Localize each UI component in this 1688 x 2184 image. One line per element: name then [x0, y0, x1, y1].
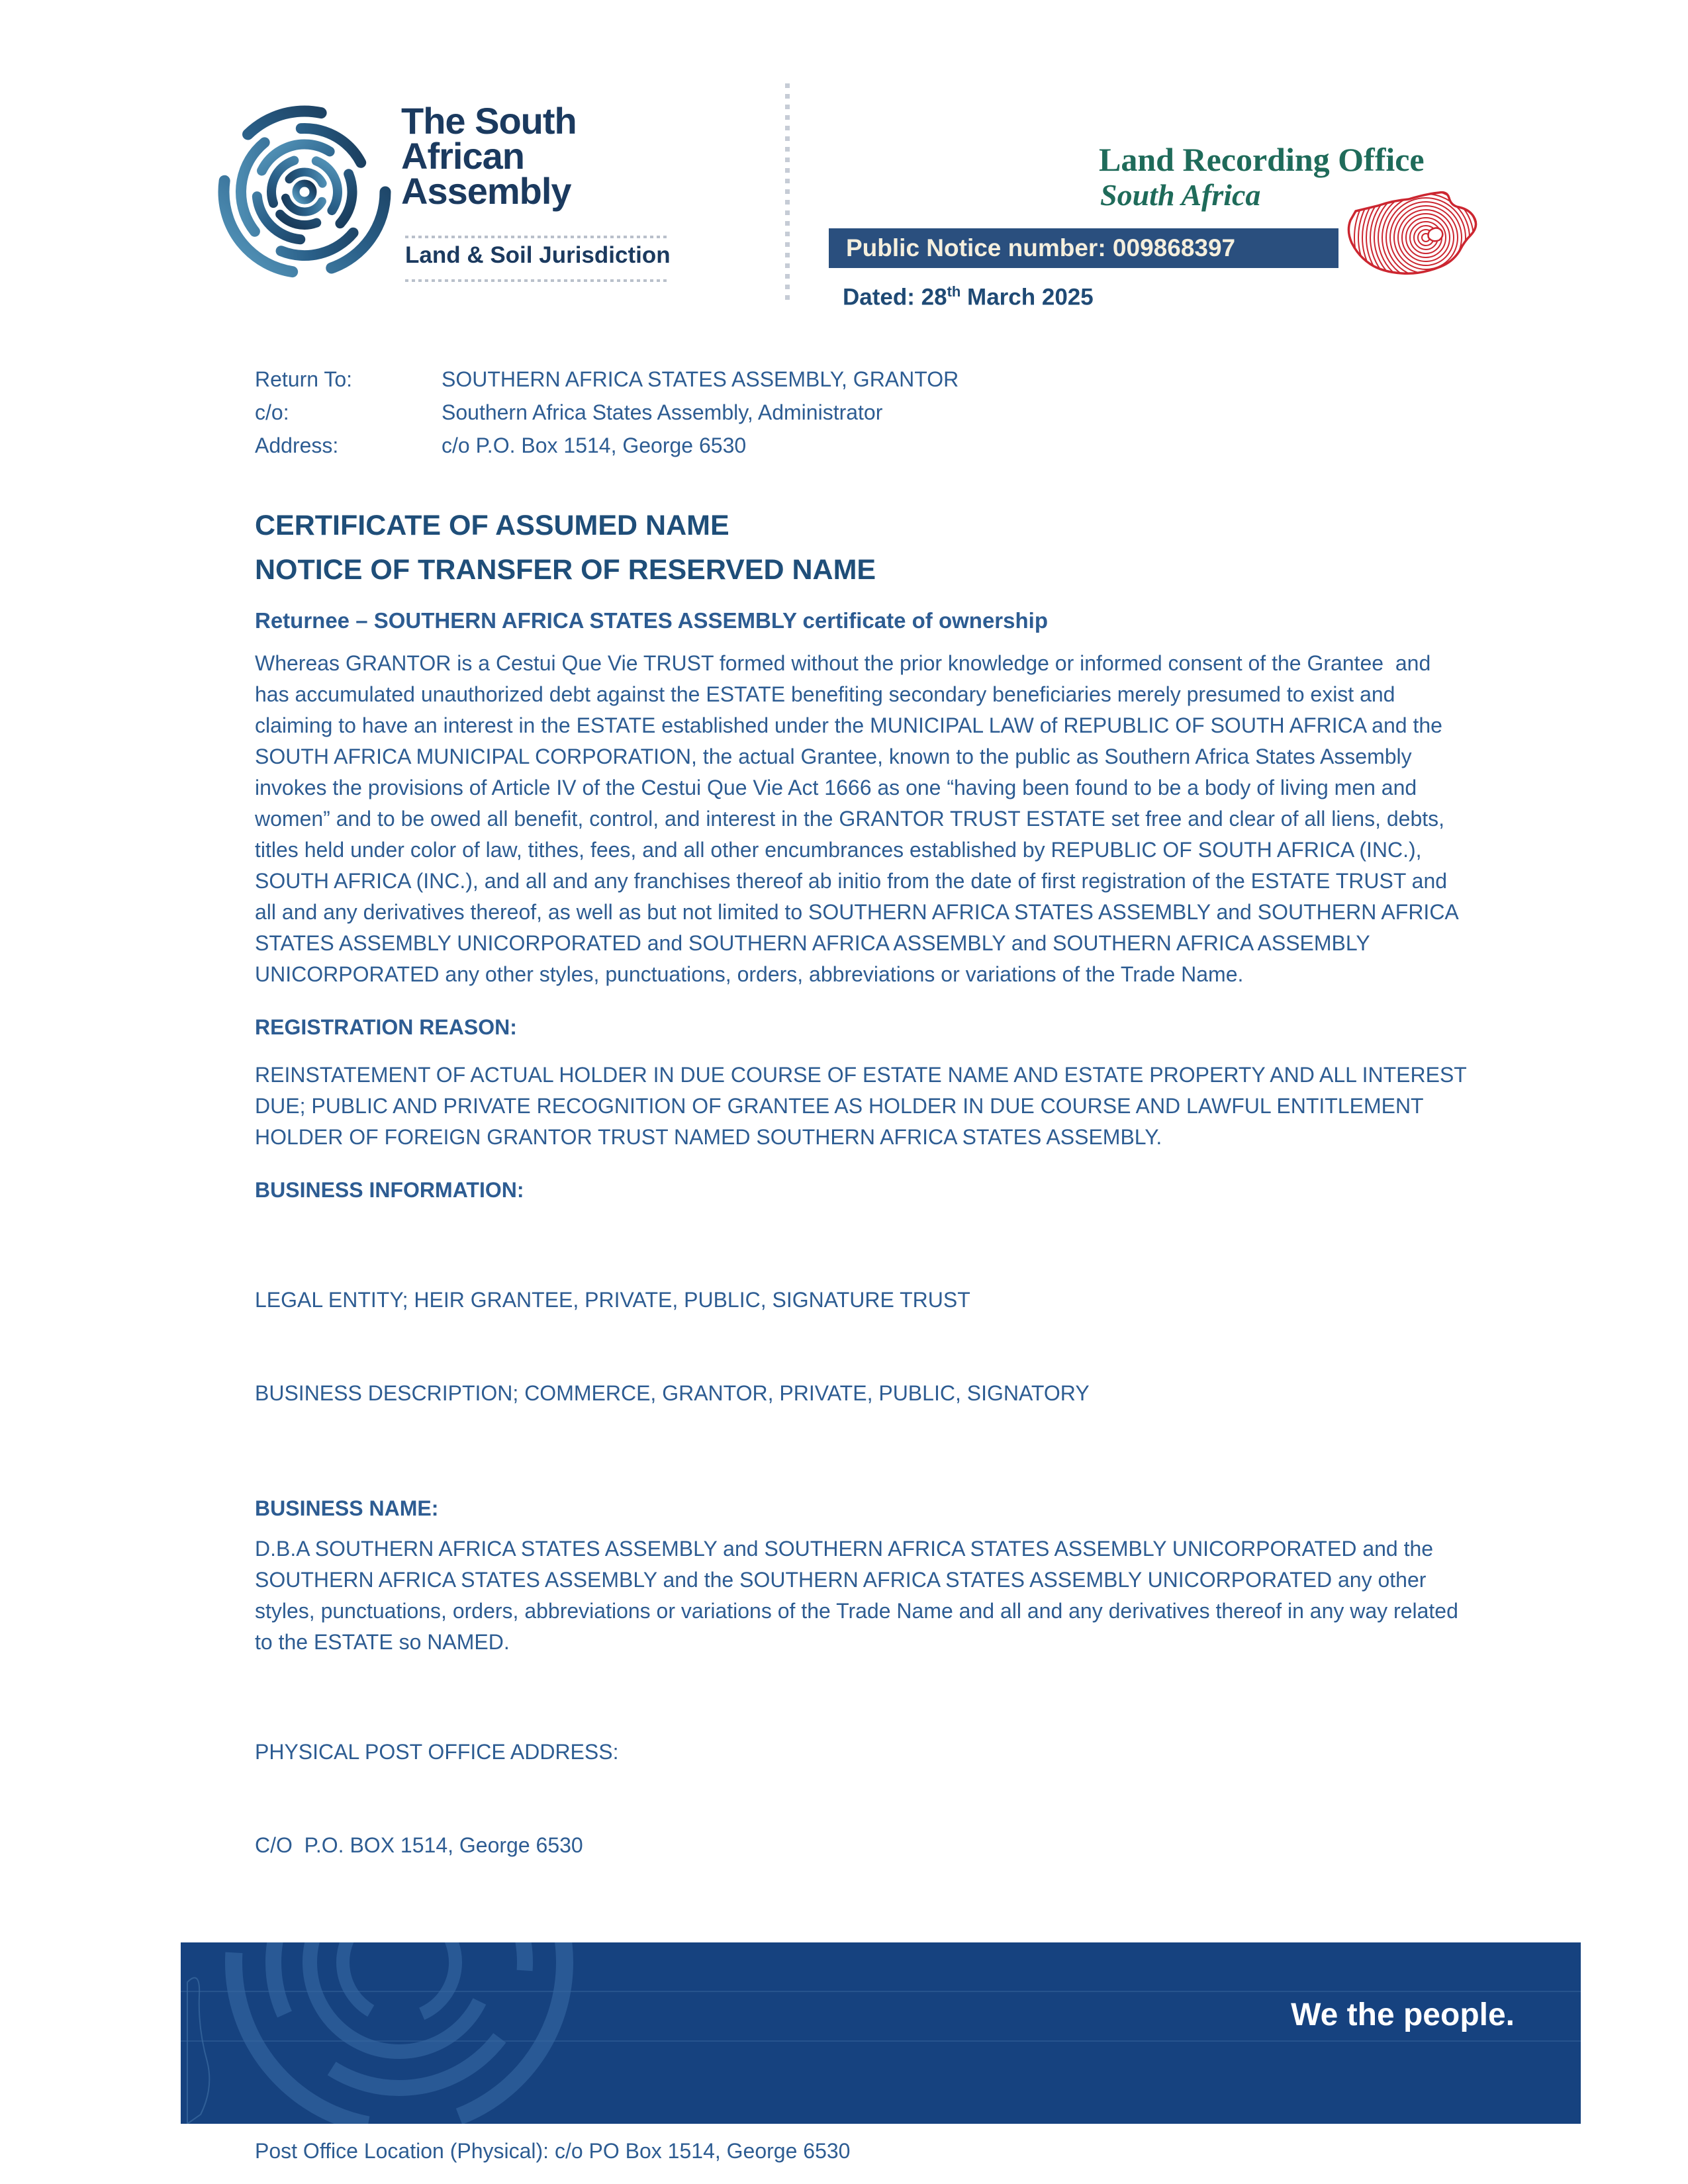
- assembly-logo-icon: [199, 102, 397, 282]
- return-to-row: [255, 363, 1470, 396]
- footer-banner: [181, 1942, 1581, 2124]
- notice-of-transfer-title: NOTICE OF TRANSFER OF RESERVED NAME: [255, 554, 876, 586]
- banner-watermark-icon: [181, 1942, 843, 2124]
- logo-caption: Land & Soil Jurisdiction: [405, 242, 671, 268]
- care-of-row: [255, 396, 1470, 429]
- logo-line-2: African: [401, 135, 524, 177]
- document-body: [255, 363, 1473, 2167]
- business-information-heading: BUSINESS INFORMATION:: [255, 1178, 524, 1202]
- registration-reason-body: REINSTATEMENT OF ACTUAL HOLDER IN DUE COURSE OF ESTATE NAME AND ESTATE PROPERTY AND ALL INTEREST DUE; PUBLIC AND PRIVATE RECOGNITION OF GRANTEE AS HOLDER IN DUE COURSE AND LAWFUL ENTITLEMENT HOLDER OF FOREIGN GRANTOR TRUST NAMED SOUTHERN AFRICA STATES ASSEMBLY.: [255, 1063, 1473, 1149]
- logo-line-3: Assembly: [401, 170, 571, 212]
- certificate-title: CERTIFICATE OF ASSUMED NAME: [255, 510, 729, 541]
- return-address-block: [255, 363, 1470, 462]
- post-office-location-line: Post Office Location (Physical): c/o PO Box 1514, George 6530: [255, 2139, 851, 2163]
- assembly-logo-title: [401, 100, 577, 212]
- registration-reason-heading: REGISTRATION REASON:: [255, 1015, 517, 1039]
- logo-line-1: The South: [401, 100, 577, 142]
- return-to-label: Return To:: [255, 367, 353, 391]
- public-notice-number-bar: Public Notice number: 009868397: [829, 228, 1338, 268]
- logo-dotted-rule-bottom: [405, 279, 669, 282]
- logo-dotted-rule-top: [405, 236, 669, 238]
- footer-slogan: We the people.: [1291, 1997, 1515, 2032]
- dated-line: [843, 283, 1094, 311]
- whereas-paragraph: Whereas GRANTOR is a Cestui Que Vie TRUST formed without the prior knowledge or informed consent of the Grantee and has accumulated unauthorized debt against the ESTATE benefiting secondary beneficiaries merely presumed to exist and claiming to have an interest in the ESTATE established under the MUNICIPAL LAW of REPUBLIC OF SOUTH AFRICA and the SOUTH AFRICA MUNICIPAL CORPORATION, the actual Grantee, known to the public as Southern Africa States Assembly invokes the provisions of Article IV of the Cestui Que Vie Act 1666 as one “having been found to be a body of living men and women” and to be owed all benefit, control, and interest in the GRANTOR TRUST ESTATE set free and clear of all liens, debts, titles held under color of law, tithes, fees, and all other encumbrances established by REPUBLIC OF SOUTH AFRICA (INC.), SOUTH AFRICA (INC.), and all and any franchises thereof ab initio from the date of first registration of the ESTATE TRUST and all and any derivatives thereof, as well as but not limited to SOUTHERN AFRICA STATES ASSEMBLY and SOUTHERN AFRICA STATES ASSEMBLY UNICORPORATED and SOUTHERN AFRICA ASSEMBLY and SOUTHERN AFRICA ASSEMBLY UNICORPORATED any other styles, punctuations, orders, abbreviations or variations of the Trade Name.: [255, 651, 1464, 986]
- returnee-line: Returnee – SOUTHERN AFRICA STATES ASSEMBLY certificate of ownership: [255, 608, 1048, 633]
- dated-ordinal: th: [947, 283, 961, 300]
- business-name-body: D.B.A SOUTHERN AFRICA STATES ASSEMBLY and SOUTHERN AFRICA STATES ASSEMBLY UNICORPORATED and the SOUTHERN AFRICA STATES ASSEMBLY and the SOUTHERN AFRICA STATES ASSEMBLY UNICORPORATED any other styles, punctuations, orders, abbreviations or variations of the Trade Name and all and any derivatives thereof in any way related to the ESTATE so NAMED.: [255, 1537, 1464, 1654]
- banner-hairline-bottom: [181, 2040, 1581, 2042]
- dated-suffix: March 2025: [961, 284, 1094, 310]
- return-to-value: SOUTHERN AFRICA STATES ASSEMBLY, GRANTOR: [442, 367, 959, 391]
- header-dotted-divider: [785, 83, 790, 300]
- business-name-heading: BUSINESS NAME:: [255, 1496, 439, 1520]
- dated-prefix: Dated: 28: [843, 284, 947, 310]
- address-label: Address:: [255, 433, 339, 457]
- address-row: [255, 429, 1470, 462]
- physical-post-office-heading: PHYSICAL POST OFFICE ADDRESS:: [255, 1740, 619, 1764]
- business-description-line: BUSINESS DESCRIPTION; COMMERCE, GRANTOR, PRIVATE, PUBLIC, SIGNATORY: [255, 1381, 1090, 1405]
- land-recording-office-subtitle: South Africa: [1100, 178, 1261, 212]
- banner-hairline-top: [181, 1991, 1581, 1992]
- care-of-value: Southern Africa States Assembly, Administrator: [442, 400, 883, 424]
- physical-post-office-value: C/O P.O. BOX 1514, George 6530: [255, 1833, 583, 1857]
- legal-entity-line: LEGAL ENTITY; HEIR GRANTEE, PRIVATE, PUBLIC, SIGNATURE TRUST: [255, 1288, 970, 1312]
- physical-post-office-block: [255, 1674, 1470, 1923]
- assembly-logo: [199, 99, 675, 298]
- south-africa-map-icon: [1341, 187, 1480, 279]
- address-value: c/o P.O. Box 1514, George 6530: [442, 433, 747, 457]
- land-recording-office-title: Land Recording Office: [1099, 141, 1425, 178]
- business-information-body: [255, 1222, 1470, 1471]
- care-of-label: c/o:: [255, 400, 289, 424]
